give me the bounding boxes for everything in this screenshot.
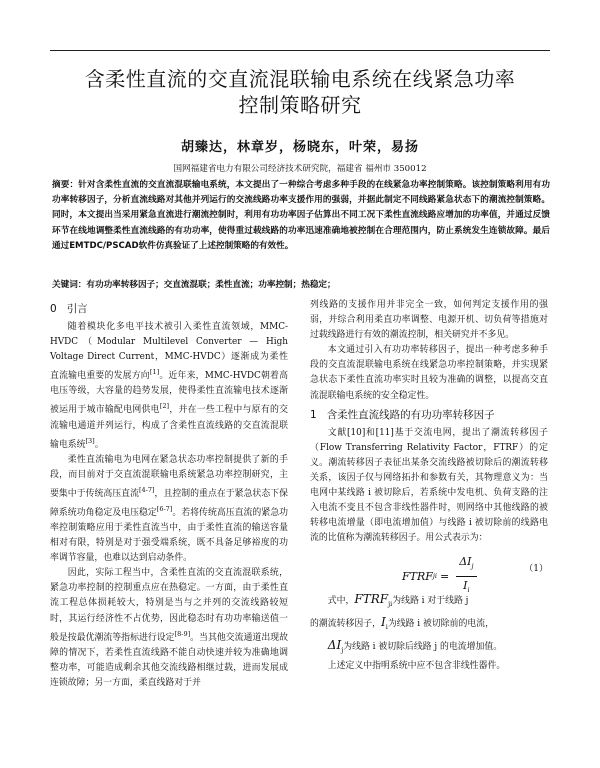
- citation: [1]: [149, 368, 160, 377]
- keywords-label: 关键词：: [52, 280, 87, 290]
- citation: [2]: [159, 402, 170, 411]
- section-title: 引言: [66, 303, 88, 315]
- intro-paragraph-3: 因此，实际工程当中，含柔性直流的交直流混联系统，紧急功率控制的控制重点应在热稳定。一方面，由于柔性直流工程总体损耗较大，特别是当与之并列的交流线路较短时，其运行经济性不占优势，因此稳态时有功功率输送值一般是按最优潮流等指标进行设定[8-9]。当其他交流通道出现故障的情况下，若柔性直流线路不能自动快速并较为准确地调整功率，可能造成剩余其他交流线路相继过载，进而发展成连锁故障；另一方面，柔直线路对于并: [50, 568, 289, 688]
- section-heading-intro: [50, 298, 288, 320]
- intro-paragraph-4: 列线路的支援作用并非完全一致，如何判定支援作用的强弱，并综合利用柔直功率调整、电源开机、切负荷等措施对过载线路进行有效的潮流控制，相关研究并不多见。: [310, 300, 548, 341]
- author-list: 胡臻达，林章岁，杨晓东，叶荣，易扬: [180, 140, 419, 155]
- section-heading-ftrf: [310, 404, 548, 426]
- header-rule: [50, 50, 550, 51]
- ftrf-paragraph-2: 上述定义中指明系统中应不包含非线性器件。: [327, 660, 506, 671]
- intro-paragraph-2: 柔性直流输电为电网在紧急状态功率控制提供了新的手段，而目前对于交直流混联输电系统紧急功率控制研究，主要集中于传统高压直流[4-7]，且控制的重点在于紧急状态下保障系统功角稳定及电压稳定[6-7]。若将传统高压直流的紧急功率控制策略应用于柔性直流当中，由于柔性直流的输送容量相对有限，特别是对于强受端系统，既不具备足够裕度的功率调节容量，也难以达到启动条件。: [50, 454, 289, 564]
- section-number: 0: [50, 303, 57, 315]
- ftrf-paragraph-1: 文献[10]和[11]基于交流电网，提出了潮流转移因子（Flow Transferring Relativity Factor，FTRF）的定义。潮流转移因子表征出某条交流线路被切除后的潮流转移关系，该因子仅与网络拓扑和参数有关，其物理意义为：当电网中某线路 i 被切除后，若系统中发电机、负荷支路的注入电流不变且不包含非线性器件时，则网络中其他线路的被转移电流增量（即电流增加值）与线路 i 被切除前的线路电流的比值称为潮流转移因子。用公式表示为：: [310, 427, 548, 544]
- equation-number: （1）: [524, 564, 548, 575]
- equation-1: [310, 548, 548, 594]
- equation-fraction: $\frac{\Delta I_j}{I_i}$: [456, 554, 476, 598]
- intro-paragraph-5: 本文通过引入有功功率转移因子，提出一种考虑多种手段的交直流混联输电系统在线紧急功率控制策略，并实现紧急状态下柔性直流功率实时且较为准确的调整，以提高交直流混联输电系统的安全稳定性。: [310, 345, 548, 401]
- keywords-text: 有功功率转移因子；交直流混联；柔性直流；功率控制；热稳定；: [86, 280, 336, 290]
- keywords: [52, 278, 550, 293]
- citation: [6-7]: [156, 504, 173, 513]
- citation: [3]: [85, 436, 95, 445]
- where-line-3: $\Delta I_j$为线路 i 被切除后线路 j 的电流增加值。: [327, 637, 503, 654]
- citation: [8-9]: [174, 629, 191, 638]
- abstract-text: 针对含柔性直流的交直流混联输电系统，本文提出了一种综合考虑多种手段的在线紧急功率控制策略。该控制策略利用有功功率转移因子，分析直流线路对其他并列运行的交流线路功率支援作用的强弱，并据此制定不同线路紧急状态下的潮流控制策略。同时，本文提出当采用紧急直流进行潮流控制时，利用有功功率因子估算出不同工况下柔性直流线路应增加的功率值，并通过反馈环节在线地调整柔性直流线路的有功功率，使得重过载线路的功率迅速准确地被控制在合理范围内，防止系统发生连锁故障。最后通过EMTDC/PSCAD软件仿真验证了上述控制策略的有效性。: [52, 180, 550, 251]
- section-title: 含柔性直流线路的有功功率转移因子: [326, 408, 495, 421]
- left-column: [50, 298, 288, 691]
- section-number: 1: [310, 408, 317, 421]
- equation-body: FTRF ji = $\frac{\Delta I_j}{I_i}$: [402, 554, 477, 598]
- right-column: [310, 298, 548, 674]
- title-line-2: 控制策略研究: [238, 93, 362, 117]
- paper-title: [40, 66, 560, 118]
- intro-paragraph-1: 随着模块化多电平技术被引入柔性直流领域，MMC-HVDC（Modular Multilevel Converter — High Voltage Direct Current，MMC-HVDC）逐渐成为柔性直流输电重要的发展方向[1]。近年来，MMC-HVDC朝着高电压等级，大容量的趋势发展，使得柔性直流输电技术逐渐被运用于城市输配电网供电[2]，并在一些工程中与原有的交流输电通道并列运行，构成了含柔性直流线路的交直流混联输电系统[3]。: [50, 322, 289, 450]
- where-line-2: 的潮流转移因子，$I_i$为线路 i 被切除前的电流，: [310, 615, 494, 631]
- where-line-1: 式中，$FTRF_{ji}$为线路 i 对于线路 j: [327, 592, 469, 609]
- affiliation: 国网福建省电力有限公司经济技术研究院，福建省 福州市 350012: [173, 164, 427, 174]
- citation: [4-7]: [138, 485, 155, 494]
- title-line-1: 含柔性直流的交直流混联输电系统在线紧急功率: [84, 67, 516, 91]
- abstract: [52, 178, 550, 254]
- abstract-label: 摘要：: [52, 180, 79, 190]
